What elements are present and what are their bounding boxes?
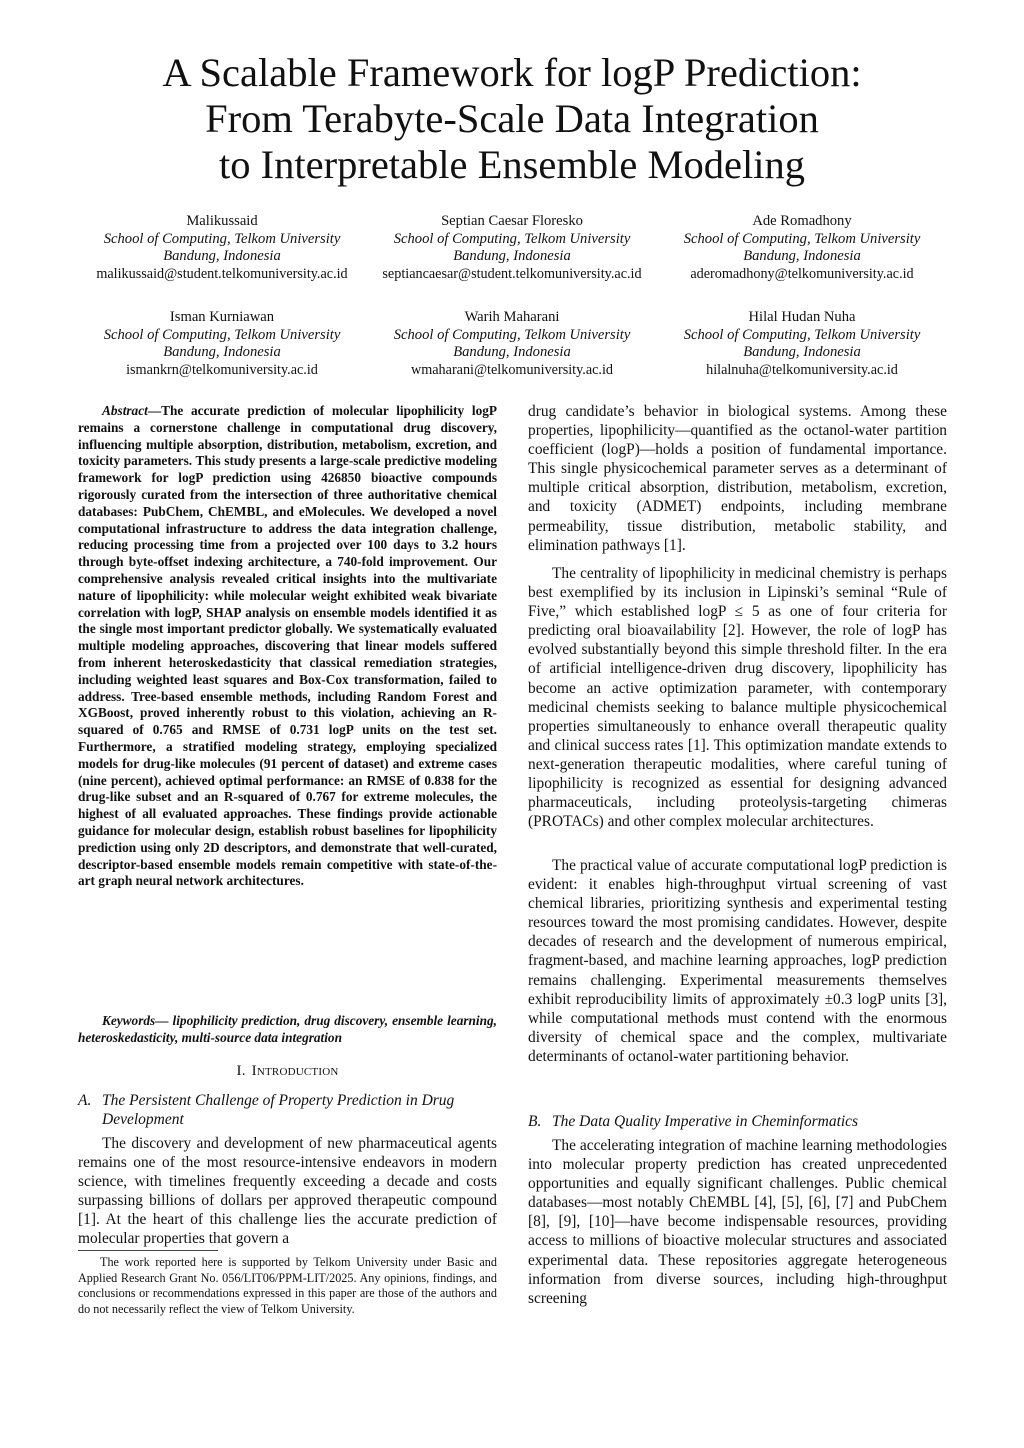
title-line: A Scalable Framework for logP Prediction: <box>162 50 862 95</box>
author-location: Bandung, Indonesia <box>163 344 281 361</box>
author-email: septiancaesar@student.telkomuniversity.ac.id <box>382 265 642 282</box>
section-numeral: I. <box>236 1063 246 1079</box>
author-email: hilalnuha@telkomuniversity.ac.id <box>706 361 898 378</box>
funding-footnote: The work reported here is supported by Telkom University under Basic and Applied Research Grant No. 056/LIT06/PPM-LIT/2025. Any opinions, findings, and conclusions or recommendations expressed in this paper are those of the authors and do not necessarily reflect the view of Telkom University. <box>78 1255 497 1316</box>
author-affiliation: School of Computing, Telkom University <box>683 326 921 343</box>
author-affiliation: School of Computing, Telkom University <box>103 230 341 247</box>
body-paragraph: The discovery and development of new pharmaceutical agents remains one of the most resource-intensive endeavors in modern science, with timelines frequently exceeding a decade and costs surpassing billions of dollars per approved therapeutic compound [1]. At the heart of this challenge lies the accurate prediction of molecular properties that govern a <box>78 1135 497 1248</box>
author-block <box>72 309 372 379</box>
footnote-divider <box>78 1250 218 1251</box>
title-line: From Terabyte-Scale Data Integration <box>205 96 819 141</box>
author-name: Ade Romadhony <box>752 213 852 229</box>
section-title: Introduction <box>251 1063 339 1079</box>
author-location: Bandung, Indonesia <box>743 248 861 265</box>
author-name: Malikussaid <box>186 213 258 229</box>
abstract-label: Abstract <box>102 403 148 418</box>
author-location: Bandung, Indonesia <box>453 248 571 265</box>
author-block <box>362 213 662 283</box>
subsection-title: The Persistent Challenge of Property Prediction in Drug Development <box>102 1092 455 1128</box>
body-paragraph: The practical value of accurate computational logP prediction is evident: it enables high-throughput virtual screening of vast chemical libraries, prioritizing synthesis and experimental testing resources toward the most promising candidates. However, despite decades of research and the development of numerous empirical, fragment-based, and machine learning approaches, logP prediction remains challenging. Experimental measurements themselves exhibit reproducibility limits of approximately ±0.3 logP units [3], while computational methods must contend with the enormous diversity of chemical space and the complex, multivariate determinants of octanol-water partitioning behavior. <box>528 857 947 1065</box>
author-email: ismankrn@telkomuniversity.ac.id <box>126 361 318 378</box>
subsection-letter: A. <box>78 1092 92 1109</box>
author-location: Bandung, Indonesia <box>163 248 281 265</box>
author-block <box>652 213 952 283</box>
author-location: Bandung, Indonesia <box>743 344 861 361</box>
subsection-heading <box>528 1112 947 1131</box>
title-line: to Interpretable Ensemble Modeling <box>219 142 805 187</box>
keywords-label: Keywords <box>102 1013 156 1028</box>
author-affiliation: School of Computing, Telkom University <box>393 230 631 247</box>
body-paragraph: The centrality of lipophilicity in medicinal chemistry is perhaps best exemplified by its inclusion in Lipinski’s seminal “Rule of Five,” which established logP ≤ 5 as one of four criteria for predicting oral bioavailability [2]. However, the role of logP has evolved substantially beyond this simple threshold filter. In the era of artificial intelligence-driven drug discovery, lipophilicity has become an active optimization parameter, with contemporary medicinal chemists seeking to balance multiple physicochemical properties simultaneously to enhance overall therapeutic quality and clinical success rates [1]. This optimization mandate extends to next-generation therapeutic modalities, where careful tuning of lipophilicity is recognized as essential for designing advanced pharmaceuticals, including proteolysis-targeting chimeras (PROTACs) and other complex molecular architectures. <box>528 565 947 831</box>
subsection-title: The Data Quality Imperative in Cheminformatics <box>552 1113 859 1130</box>
author-name: Septian Caesar Floresko <box>441 213 583 229</box>
section-heading <box>78 1062 497 1080</box>
keywords <box>78 1013 497 1047</box>
author-name: Warih Maharani <box>464 309 560 325</box>
author-affiliation: School of Computing, Telkom University <box>683 230 921 247</box>
author-block <box>362 309 662 379</box>
author-affiliation: School of Computing, Telkom University <box>393 326 631 343</box>
author-block <box>72 213 372 283</box>
paper-title <box>60 50 964 188</box>
abstract-text: —The accurate prediction of molecular lipophilicity logP remains a cornerstone challenge in computational drug discovery, influencing multiple absorption, distribution, metabolism, excretion, and toxicity parameters. This study presents a large-scale predictive modeling framework for logP prediction using 426850 bioactive compounds rigorously curated from the intersection of three authoritative chemical databases: PubChem, ChEMBL, and eMolecules. We developed a novel computational infrastructure to address the data integration challenge, reducing processing time from a projected over 100 days to 3.2 hours through byte-offset indexing architecture, a 740-fold improvement. Our comprehensive analysis revealed critical insights into the multivariate nature of lipophilicity: while molecular weight exhibited weak bivariate correlation with logP, SHAP analysis on ensemble models identified it as the single most important predictor globally. We systematically evaluated multiple modeling approaches, discovering that linear models suffered from inherent heteroskedasticity that classical remediation strategies, including weighted least squares and Box-Cox transformation, failed to address. Tree-based ensemble methods, including Random Forest and XGBoost, proved inherently robust to this violation, achieving an R-squared of 0.765 and RMSE of 0.731 logP units on the test set. Furthermore, a stratified modeling strategy, employing specialized models for drug-like molecules (91 percent of dataset) and extreme cases (nine percent), achieved optimal performance: an RMSE of 0.838 for the drug-like subset and an R-squared of 0.767 for extreme molecules, the highest of all evaluated approaches. These findings provide actionable guidance for molecular design, establish robust baselines for lipophilicity prediction using only 2D descriptors, and demonstrate that well-curated, descriptor-based ensemble models remain competitive with state-of-the-art graph neural network architectures. <box>78 403 497 889</box>
author-email: malikussaid@student.telkomuniversity.ac.id <box>96 265 348 282</box>
author-affiliation: School of Computing, Telkom University <box>103 326 341 343</box>
subsection-heading <box>78 1091 497 1129</box>
author-email: aderomadhony@telkomuniversity.ac.id <box>690 265 914 282</box>
author-block <box>652 309 952 379</box>
body-paragraph: The accelerating integration of machine learning methodologies into molecular property prediction has created unprecedented opportunities and equally significant challenges. Public chemical databases—most notably ChEMBL [4], [5], [6], [7] and PubChem [8], [9], [10]—have become indispensable resources, providing access to millions of bioactive molecular structures and associated experimental data. These repositories aggregate heterogeneous information from diverse sources, including high-throughput screening <box>528 1137 947 1307</box>
keywords-text: — lipophilicity prediction, drug discovery, ensemble learning, heteroskedasticity, multi-source data integration <box>78 1013 497 1045</box>
author-name: Isman Kurniawan <box>169 309 275 325</box>
body-paragraph: drug candidate’s behavior in biological systems. Among these properties, lipophilicity—quantified as the octanol-water partition coefficient (logP)—holds a position of fundamental importance. This single physicochemical parameter serves as a determinant of multiple critical absorption, distribution, metabolism, excretion, and toxicity (ADMET) endpoints, including membrane permeability, tissue distribution, metabolic stability, and elimination pathways [1]. <box>528 403 947 554</box>
author-location: Bandung, Indonesia <box>453 344 571 361</box>
author-email: wmaharani@telkomuniversity.ac.id <box>410 361 614 378</box>
author-name: Hilal Hudan Nuha <box>748 309 856 325</box>
abstract <box>78 403 497 890</box>
subsection-letter: B. <box>528 1113 542 1130</box>
